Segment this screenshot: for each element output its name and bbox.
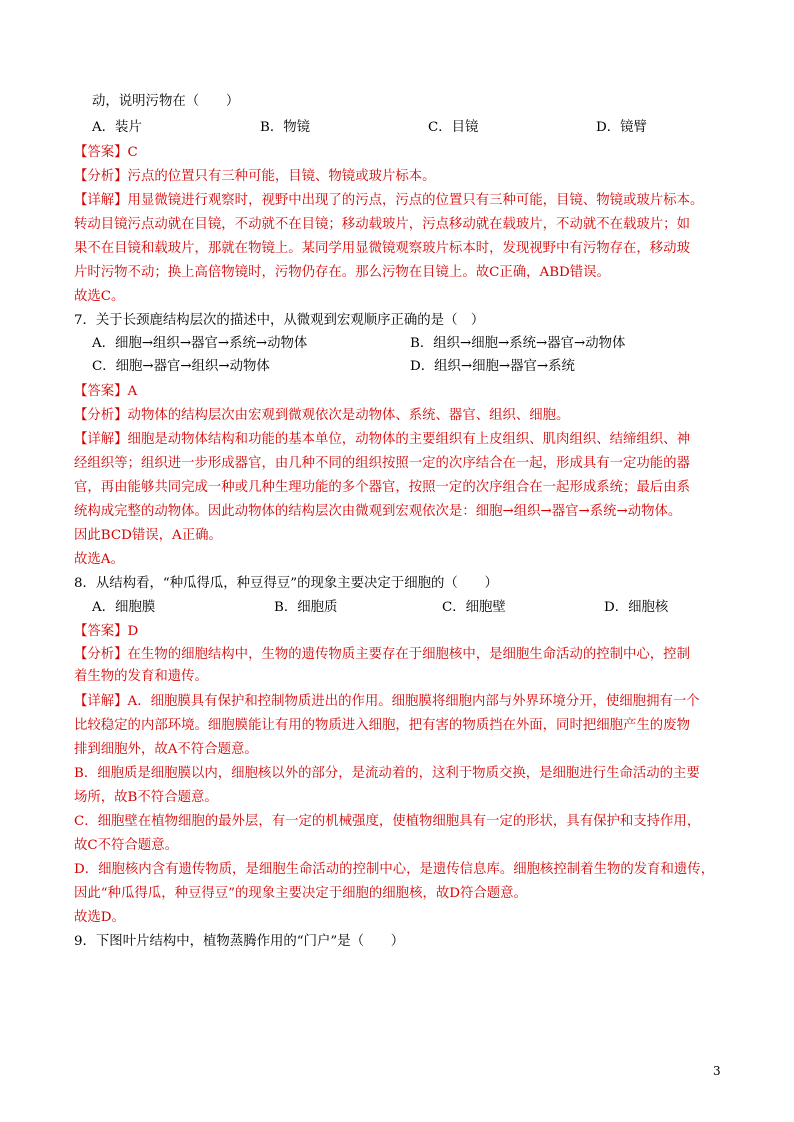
q6-analysis: 【分析】污点的位置只有三种可能，目镜、物镜或玻片标本。: [74, 169, 436, 184]
q8-detail-line: 比较稳定的内部环境。细胞膜能让有用的物质进入细胞，把有害的物质挡在外面，同时把细胞产生的废物: [74, 718, 690, 733]
q6-detail-line: 【详解】用显微镜进行观察时，视野中出现了的污点，污点的位置只有三种可能，目镜、物镜或玻片标本。: [74, 193, 704, 208]
q7-detail-line: 经组织等；组织进一步形成器官，由几种不同的组织按照一定的次序结合在一起，形成具有一定功能的器: [74, 456, 690, 471]
q7-conclusion: 故选A。: [74, 552, 124, 567]
q6-option-c: C．目镜: [428, 120, 479, 135]
q7-options-row2: [92, 357, 752, 377]
q6-stem-tail: 动，说明污物在（ ）: [92, 94, 240, 109]
q8-option-a: A．细胞膜: [92, 600, 156, 615]
q7-options-row1: [92, 334, 752, 354]
q8-detail-line: 场所，故B不符合题意。: [74, 790, 218, 805]
q6-option-d: D．镜臂: [596, 120, 647, 135]
q8-detail-line: C．细胞壁在植物细胞的最外层，有一定的机械强度，使植物细胞具有一定的形状，具有保护和支持作用，: [74, 814, 701, 829]
q7-analysis: 【分析】动物体的结构层次由宏观到微观依次是动物体、系统、器官、组织、细胞。: [74, 408, 570, 423]
page-number: 3: [713, 1064, 721, 1078]
q8-stem: 8．从结构看，“种瓜得瓜，种豆得豆”的现象主要决定于细胞的（ ）: [74, 576, 498, 591]
q7-detail-line: 【详解】细胞是动物体结构和功能的基本单位，动物体的主要组织有上皮组织、肌肉组织、结缔组织、神: [74, 432, 690, 447]
q8-answer: 【答案】D: [74, 624, 139, 639]
q6-option-b: B．物镜: [260, 120, 311, 135]
q7-stem: 7．关于长颈鹿结构层次的描述中，从微观到宏观顺序正确的是（ ）: [74, 313, 485, 328]
q8-option-d: D．细胞核: [604, 600, 669, 615]
q8-conclusion: 故选D。: [74, 910, 125, 925]
q8-detail-line: 排到细胞外，故A不符合题意。: [74, 742, 258, 757]
q7-option-a: A．细胞→组织→器官→系统→动物体: [92, 336, 308, 351]
q6-option-a: A．装片: [92, 120, 142, 135]
q8-option-b: B．细胞质: [274, 600, 338, 615]
q6-options: [92, 118, 752, 138]
q7-detail-line: 因此BCD错误，A正确。: [74, 528, 222, 543]
q8-detail-line: 故C不符合题意。: [74, 838, 178, 853]
q7-option-b: B．组织→细胞→系统→器官→动物体: [410, 336, 626, 351]
q8-detail-line: 【详解】A．细胞膜具有保护和控制物质进出的作用。细胞膜将细胞内部与外界环境分开，使细胞拥有一个: [74, 694, 700, 709]
q9-stem: 9．下图叶片结构中，植物蒸腾作用的“门户”是（ ）: [74, 934, 405, 949]
q8-detail-line: 因此“种瓜得瓜，种豆得豆”的现象主要决定于细胞的细胞核，故D符合题意。: [74, 886, 527, 901]
q6-answer: 【答案】C: [74, 145, 138, 160]
q8-detail-line: B．细胞质是细胞膜以内，细胞核以外的部分，是流动着的，这利于物质交换，是细胞进行生命活动的主要: [74, 766, 700, 781]
q7-answer: 【答案】A: [74, 384, 138, 399]
q6-conclusion: 故选C。: [74, 289, 125, 304]
q6-detail-line: 转动目镜污点动就在目镜，不动就不在目镜；移动载玻片，污点移动就在载玻片，不动就不在载玻片；如: [74, 217, 690, 232]
q8-option-c: C．细胞壁: [442, 600, 506, 615]
q6-detail-line: 果不在目镜和载玻片，那就在物镜上。某同学用显微镜观察玻片标本时，发现视野中有污物存在，移动玻: [74, 241, 690, 256]
q7-detail-line: 统构成完整的动物体。因此动物体的结构层次由微观到宏观依次是：细胞→组织→器官→系统→动物体。: [74, 504, 682, 519]
q8-options: [92, 598, 752, 618]
q7-option-c: C．细胞→器官→组织→动物体: [92, 359, 270, 374]
q7-option-d: D．组织→细胞→器官→系统: [410, 359, 575, 374]
q7-detail-line: 官，再由能够共同完成一种或几种生理功能的多个器官，按照一定的次序组合在一起形成系统；最后由系: [74, 480, 690, 495]
q8-analysis: 【分析】在生物的细胞结构中，生物的遗传物质主要存在于细胞核中，是细胞生命活动的控制中心，控制: [74, 647, 690, 662]
q6-detail-line: 片时污物不动；换上高倍物镜时，污物仍存在。那么污物在目镜上。故C正确，ABD错误。: [74, 265, 610, 280]
q8-analysis-cont: 着生物的发育和遗传。: [74, 669, 208, 684]
q8-detail-line: D．细胞核内含有遗传物质，是细胞生命活动的控制中心，是遗传信息库。细胞核控制着生物的发育和遗传，: [74, 862, 715, 877]
